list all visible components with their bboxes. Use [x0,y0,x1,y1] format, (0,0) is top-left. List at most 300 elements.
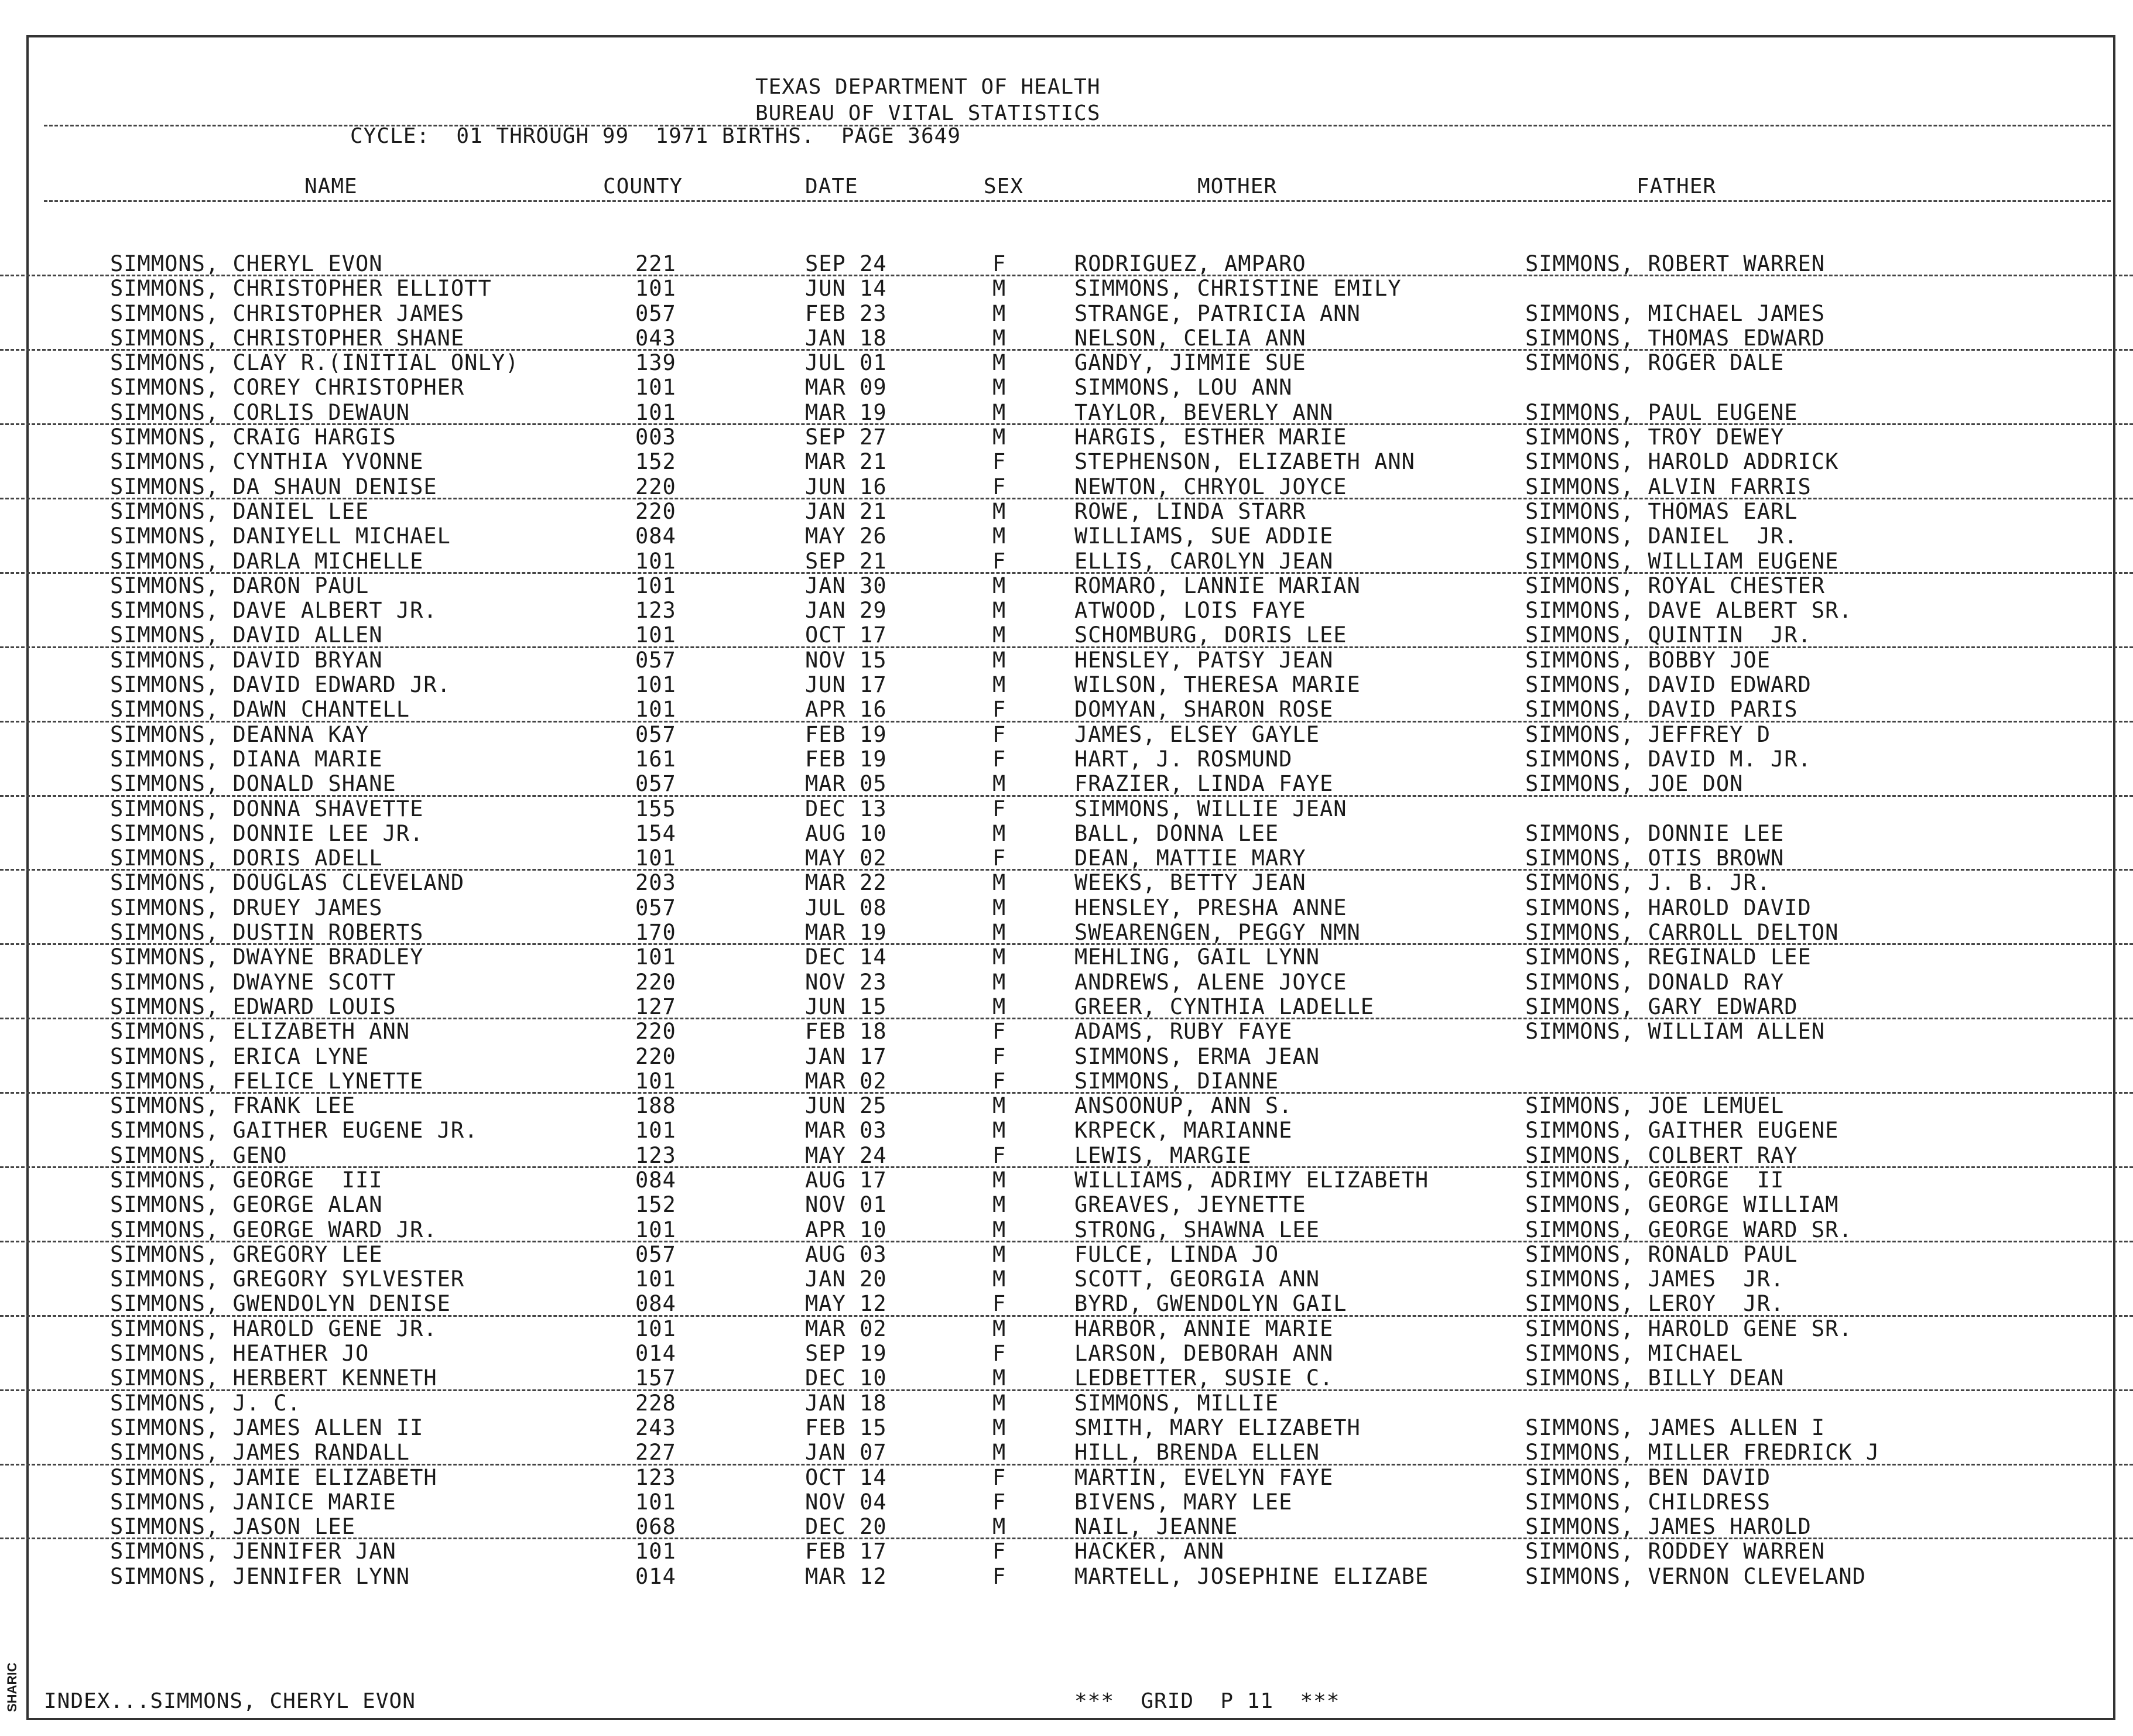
cell-county: 101 [635,1217,676,1242]
cell-father: SIMMONS, JOE LEMUEL [1525,1093,1785,1119]
cell-date: DEC 13 [805,796,887,821]
cell-mother: HARBOR, ANNIE MARIE [1074,1316,1334,1341]
cell-date: MAR 21 [805,449,887,475]
cell-date: FEB 19 [805,721,887,747]
cell-county: 101 [635,1266,676,1292]
cell-sex: M [992,1118,1006,1143]
table-row [0,871,2133,895]
cell-mother: LARSON, DEBORAH ANN [1074,1341,1334,1367]
cell-name: SIMMONS, DOUGLAS CLEVELAND [110,870,465,896]
cell-county: 220 [635,474,676,499]
cell-father: SIMMONS, MICHAEL [1525,1341,1744,1367]
cell-sex: M [992,994,1006,1019]
cell-mother: DEAN, MATTIE MARY [1074,845,1306,871]
cell-county: 157 [635,1365,676,1391]
cell-sex: F [992,1341,1006,1367]
cell-sex: M [992,1365,1006,1391]
table-row [0,1143,2133,1168]
cell-date: SEP 27 [805,424,887,450]
cell-sex: M [992,573,1006,598]
footer-index: INDEX...SIMMONS, CHERYL EVON [44,1689,416,1713]
cell-county: 101 [635,1068,676,1094]
cell-date: JUL 08 [805,895,887,920]
table-row [0,499,2133,524]
cell-county: 003 [635,424,676,450]
cell-sex: M [992,672,1006,698]
cell-county: 101 [635,1118,676,1143]
cell-name: SIMMONS, CHERYL EVON [110,251,383,276]
cell-father: SIMMONS, ROBERT WARREN [1525,251,1826,276]
cell-date: JUN 25 [805,1093,887,1119]
cell-date: MAR 19 [805,399,887,425]
cell-father: SIMMONS, VERNON CLEVELAND [1525,1563,1866,1589]
column-father: FATHER [1636,174,1717,198]
cell-date: MAY 26 [805,523,887,549]
cell-name: SIMMONS, JAMES ALLEN II [110,1415,424,1440]
cell-mother: HENSLEY, PATSY JEAN [1074,647,1334,673]
cell-county: 101 [635,573,676,598]
cell-name: SIMMONS, DAVID BRYAN [110,647,383,673]
cell-name: SIMMONS, DAVID EDWARD JR. [110,672,451,698]
cell-father: SIMMONS, ROGER DALE [1525,350,1785,376]
cell-county: 101 [635,276,676,302]
cell-county: 057 [635,771,676,797]
cell-date: NOV 15 [805,647,887,673]
cell-sex: F [992,1563,1006,1589]
cell-name: SIMMONS, CORLIS DEWAUN [110,399,410,425]
cell-father: SIMMONS, GEORGE II [1525,1167,1785,1193]
cell-date: FEB 17 [805,1539,887,1564]
cell-sex: M [992,920,1006,946]
cell-county: 161 [635,746,676,772]
cell-date: JAN 21 [805,498,887,524]
cell-date: JUN 14 [805,276,887,302]
cell-name: SIMMONS, GEORGE III [110,1167,383,1193]
cell-sex: M [992,375,1006,400]
table-row [0,1019,2133,1044]
cell-name: SIMMONS, DARON PAUL [110,573,369,598]
cell-name: SIMMONS, COREY CHRISTOPHER [110,375,465,400]
cell-county: 220 [635,969,676,995]
cell-mother: ROMARO, LANNIE MARIAN [1074,573,1361,598]
cell-sex: F [992,548,1006,574]
cell-county: 057 [635,300,676,326]
table-row [0,276,2133,301]
cell-county: 101 [635,548,676,574]
cell-county: 101 [635,1489,676,1515]
cell-mother: MARTIN, EVELYN FAYE [1074,1464,1334,1490]
cell-sex: M [992,523,1006,549]
cell-sex: M [992,944,1006,970]
cell-mother: JAMES, ELSEY GAYLE [1074,721,1320,747]
cell-mother: ELLIS, CAROLYN JEAN [1074,548,1334,574]
cell-name: SIMMONS, DAVE ALBERT JR. [110,598,437,624]
cell-name: SIMMONS, DUSTIN ROBERTS [110,920,424,946]
cell-sex: M [992,300,1006,326]
cell-sex: M [992,1241,1006,1267]
cell-mother: NELSON, CELIA ANN [1074,325,1306,351]
table-row [0,1416,2133,1440]
cell-mother: HILL, BRENDA ELLEN [1074,1440,1320,1466]
table-row [0,1317,2133,1341]
table-row [0,1218,2133,1242]
cell-father: SIMMONS, GARY EDWARD [1525,994,1798,1019]
cell-mother: RODRIGUEZ, AMPARO [1074,251,1306,276]
cell-father: SIMMONS, RONALD PAUL [1525,1241,1798,1267]
cell-father: SIMMONS, DAVID M. JR. [1525,746,1812,772]
cell-county: 228 [635,1390,676,1416]
cell-mother: STRONG, SHAWNA LEE [1074,1217,1320,1242]
table-row [0,450,2133,474]
cell-county: 101 [635,622,676,648]
column-header-rule [44,200,2111,202]
cell-name: SIMMONS, J. C. [110,1390,301,1416]
cell-date: APR 16 [805,697,887,723]
table-row [0,302,2133,326]
cell-date: JUL 01 [805,350,887,376]
cell-date: APR 10 [805,1217,887,1242]
header-bureau: BUREAU OF VITAL STATISTICS [755,101,1101,125]
cell-name: SIMMONS, DA SHAUN DENISE [110,474,437,499]
cell-mother: LEWIS, MARGIE [1074,1142,1252,1168]
cell-father: SIMMONS, JAMES JR. [1525,1266,1785,1292]
table-row [0,1490,2133,1515]
cell-county: 101 [635,399,676,425]
cell-father: SIMMONS, MILLER FREDRICK J [1525,1440,1880,1466]
cell-mother: WEEKS, BETTY JEAN [1074,870,1306,896]
cell-father: SIMMONS, QUINTIN JR. [1525,622,1812,648]
cell-date: FEB 18 [805,1019,887,1045]
cell-sex: F [992,1068,1006,1094]
cell-mother: GANDY, JIMMIE SUE [1074,350,1306,376]
cell-date: MAR 05 [805,771,887,797]
cell-mother: HART, J. ROSMUND [1074,746,1293,772]
cell-father: SIMMONS, RODDEY WARREN [1525,1539,1826,1564]
cell-date: MAR 02 [805,1316,887,1341]
cell-date: NOV 04 [805,1489,887,1515]
cell-mother: STEPHENSON, ELIZABETH ANN [1074,449,1415,475]
cell-father: SIMMONS, COLBERT RAY [1525,1142,1798,1168]
cell-mother: NEWTON, CHRYOL JOYCE [1074,474,1347,499]
cell-county: 101 [635,697,676,723]
table-row [0,574,2133,598]
table-row [0,1045,2133,1069]
table-row [0,846,2133,871]
cell-name: SIMMONS, JASON LEE [110,1514,355,1540]
cell-sex: F [992,721,1006,747]
cell-name: SIMMONS, JENNIFER JAN [110,1539,396,1564]
table-row [0,970,2133,995]
cell-county: 139 [635,350,676,376]
cell-father: SIMMONS, JAMES HAROLD [1525,1514,1812,1540]
cell-county: 101 [635,375,676,400]
cell-sex: M [992,870,1006,896]
cell-mother: SIMMONS, ERMA JEAN [1074,1043,1320,1069]
cell-name: SIMMONS, ERICA LYNE [110,1043,369,1069]
cell-date: FEB 23 [805,300,887,326]
cell-name: SIMMONS, GENO [110,1142,287,1168]
cell-father: SIMMONS, J. B. JR. [1525,870,1771,896]
cell-father: SIMMONS, HAROLD ADDRICK [1525,449,1839,475]
cell-date: NOV 23 [805,969,887,995]
cell-father: SIMMONS, WILLIAM EUGENE [1525,548,1839,574]
cell-sex: M [992,1316,1006,1341]
cell-father: SIMMONS, BOBBY JOE [1525,647,1771,673]
cell-date: FEB 15 [805,1415,887,1440]
cell-name: SIMMONS, DEANNA KAY [110,721,369,747]
cell-name: SIMMONS, DIANA MARIE [110,746,383,772]
cell-date: AUG 03 [805,1241,887,1267]
cell-county: 068 [635,1514,676,1540]
birth-records-table [0,252,2133,1589]
table-row [0,351,2133,375]
cell-mother: SMITH, MARY ELIZABETH [1074,1415,1361,1440]
cell-county: 227 [635,1440,676,1466]
cell-father: SIMMONS, LEROY JR. [1525,1291,1785,1317]
cell-sex: M [992,424,1006,450]
cell-name: SIMMONS, FELICE LYNETTE [110,1068,424,1094]
cell-name: SIMMONS, DRUEY JAMES [110,895,383,920]
cell-mother: BIVENS, MARY LEE [1074,1489,1293,1515]
cell-name: SIMMONS, HERBERT KENNETH [110,1365,437,1391]
cell-date: JAN 30 [805,573,887,598]
table-row [0,1466,2133,1490]
cell-father: SIMMONS, REGINALD LEE [1525,944,1812,970]
table-row [0,697,2133,722]
cell-sex: F [992,1142,1006,1168]
cell-sex: M [992,399,1006,425]
cell-father: SIMMONS, DAVE ALBERT SR. [1525,598,1853,624]
cell-county: 203 [635,870,676,896]
cell-sex: M [992,1440,1006,1466]
cell-mother: ANDREWS, ALENE JOYCE [1074,969,1347,995]
cell-mother: TAYLOR, BEVERLY ANN [1074,399,1334,425]
header-cycle: CYCLE: 01 THROUGH 99 1971 BIRTHS. PAGE 3649 [350,124,961,148]
cell-name: SIMMONS, DONALD SHANE [110,771,396,797]
table-row [0,375,2133,400]
cell-sex: M [992,598,1006,624]
cell-sex: M [992,820,1006,846]
cell-date: JUN 17 [805,672,887,698]
cell-father: SIMMONS, DONNIE LEE [1525,820,1785,846]
table-row [0,1267,2133,1292]
table-row [0,896,2133,920]
cell-father: SIMMONS, GAITHER EUGENE [1525,1118,1839,1143]
cell-name: SIMMONS, HAROLD GENE JR. [110,1316,437,1341]
side-label: SHARIC [5,1662,19,1712]
cell-mother: ROWE, LINDA STARR [1074,498,1306,524]
cell-father: SIMMONS, THOMAS EARL [1525,498,1798,524]
cell-sex: M [992,647,1006,673]
cell-date: JAN 18 [805,325,887,351]
cell-date: JAN 18 [805,1390,887,1416]
cell-date: SEP 21 [805,548,887,574]
cell-father: SIMMONS, BILLY DEAN [1525,1365,1785,1391]
cell-mother: SIMMONS, LOU ANN [1074,375,1293,400]
cell-date: MAR 19 [805,920,887,946]
cell-father: SIMMONS, MICHAEL JAMES [1525,300,1826,326]
cell-father: SIMMONS, JAMES ALLEN I [1525,1415,1826,1440]
cell-date: JUN 16 [805,474,887,499]
cell-sex: M [992,498,1006,524]
cell-county: 101 [635,672,676,698]
cell-mother: STRANGE, PATRICIA ANN [1074,300,1361,326]
cell-father: SIMMONS, HAROLD DAVID [1525,895,1812,920]
table-row [0,648,2133,673]
cell-date: MAR 09 [805,375,887,400]
table-row [0,1168,2133,1193]
cell-date: AUG 10 [805,820,887,846]
cell-date: OCT 14 [805,1464,887,1490]
cell-county: 154 [635,820,676,846]
cell-mother: HARGIS, ESTHER MARIE [1074,424,1347,450]
column-name: NAME [304,174,358,198]
table-row [0,920,2133,945]
cell-name: SIMMONS, GREGORY SYLVESTER [110,1266,465,1292]
cell-sex: M [992,895,1006,920]
cell-father: SIMMONS, ALVIN FARRIS [1525,474,1812,499]
cell-county: 123 [635,1464,676,1490]
cell-date: SEP 19 [805,1341,887,1367]
cell-name: SIMMONS, CRAIG HARGIS [110,424,396,450]
cell-name: SIMMONS, JENNIFER LYNN [110,1563,410,1589]
cell-sex: F [992,1539,1006,1564]
cell-mother: BYRD, GWENDOLYN GAIL [1074,1291,1347,1317]
cell-father: SIMMONS, DAVID EDWARD [1525,672,1812,698]
table-row [0,1193,2133,1217]
table-row [0,400,2133,425]
cell-date: MAR 12 [805,1563,887,1589]
cell-county: 170 [635,920,676,946]
table-row [0,747,2133,772]
table-row [0,797,2133,821]
cell-name: SIMMONS, CHRISTOPHER JAMES [110,300,465,326]
cell-name: SIMMONS, DANIYELL MICHAEL [110,523,451,549]
table-row [0,1391,2133,1416]
cell-sex: F [992,1043,1006,1069]
cell-date: MAR 02 [805,1068,887,1094]
cell-county: 101 [635,845,676,871]
cell-name: SIMMONS, DARLA MICHELLE [110,548,424,574]
cell-sex: M [992,1093,1006,1119]
cell-sex: M [992,350,1006,376]
cell-mother: MEHLING, GAIL LYNN [1074,944,1320,970]
cell-date: NOV 01 [805,1192,887,1218]
cell-mother: SIMMONS, CHRISTINE EMILY [1074,276,1402,302]
cell-father: SIMMONS, JEFFREY D [1525,721,1771,747]
cell-county: 057 [635,647,676,673]
cell-sex: M [992,622,1006,648]
cell-name: SIMMONS, FRANK LEE [110,1093,355,1119]
cell-father: SIMMONS, TROY DEWEY [1525,424,1785,450]
cell-sex: F [992,845,1006,871]
table-row [0,549,2133,574]
cell-sex: F [992,251,1006,276]
cell-date: AUG 17 [805,1167,887,1193]
cell-name: SIMMONS, GWENDOLYN DENISE [110,1291,451,1317]
cell-father: SIMMONS, OTIS BROWN [1525,845,1785,871]
cell-county: 152 [635,449,676,475]
cell-father: SIMMONS, WILLIAM ALLEN [1525,1019,1826,1045]
table-row [0,425,2133,450]
cell-name: SIMMONS, JANICE MARIE [110,1489,396,1515]
cell-name: SIMMONS, GAITHER EUGENE JR. [110,1118,478,1143]
cell-name: SIMMONS, JAMES RANDALL [110,1440,410,1466]
cell-mother: SCOTT, GEORGIA ANN [1074,1266,1320,1292]
cell-county: 057 [635,1241,676,1267]
cell-name: SIMMONS, DONNIE LEE JR. [110,820,424,846]
cell-date: DEC 20 [805,1514,887,1540]
footer-grid: *** GRID P 11 *** [1074,1689,1340,1713]
cell-father: SIMMONS, DONALD RAY [1525,969,1785,995]
cell-sex: M [992,276,1006,302]
cell-father: SIMMONS, GEORGE WILLIAM [1525,1192,1839,1218]
cell-county: 220 [635,1043,676,1069]
cell-father: SIMMONS, CARROLL DELTON [1525,920,1839,946]
table-row [0,598,2133,623]
cell-mother: MARTELL, JOSEPHINE ELIZABE [1074,1563,1429,1589]
cell-name: SIMMONS, ELIZABETH ANN [110,1019,410,1045]
table-row [0,1564,2133,1589]
cell-county: 084 [635,1291,676,1317]
cell-sex: M [992,325,1006,351]
cell-mother: FRAZIER, LINDA FAYE [1074,771,1334,797]
cell-name: SIMMONS, DAVID ALLEN [110,622,383,648]
cell-date: FEB 19 [805,746,887,772]
table-row [0,1118,2133,1143]
cell-sex: M [992,1415,1006,1440]
column-county: COUNTY [603,174,683,198]
cell-county: 188 [635,1093,676,1119]
cell-mother: KRPECK, MARIANNE [1074,1118,1293,1143]
cell-father: SIMMONS, BEN DAVID [1525,1464,1771,1490]
cell-county: 221 [635,251,676,276]
table-row [0,524,2133,549]
cell-name: SIMMONS, DWAYNE BRADLEY [110,944,424,970]
cell-county: 220 [635,1019,676,1045]
cell-name: SIMMONS, DAWN CHANTELL [110,697,410,723]
cell-name: SIMMONS, HEATHER JO [110,1341,369,1367]
cell-county: 101 [635,1539,676,1564]
cell-county: 127 [635,994,676,1019]
cell-father: SIMMONS, THOMAS EDWARD [1525,325,1826,351]
cell-sex: F [992,1464,1006,1490]
cell-sex: M [992,969,1006,995]
cell-county: 101 [635,944,676,970]
cell-mother: WILSON, THERESA MARIE [1074,672,1361,698]
cell-name: SIMMONS, EDWARD LOUIS [110,994,396,1019]
column-mother: MOTHER [1197,174,1278,198]
cell-county: 084 [635,523,676,549]
cell-mother: GREER, CYNTHIA LADELLE [1074,994,1375,1019]
column-date: DATE [805,174,858,198]
cell-sex: F [992,796,1006,821]
cell-name: SIMMONS, CHRISTOPHER SHANE [110,325,465,351]
cell-date: JAN 07 [805,1440,887,1466]
cell-mother: FULCE, LINDA JO [1074,1241,1279,1267]
cell-name: SIMMONS, GEORGE ALAN [110,1192,383,1218]
cell-date: JAN 29 [805,598,887,624]
cell-sex: F [992,474,1006,499]
cell-mother: ADAMS, RUBY FAYE [1074,1019,1293,1045]
cell-sex: M [992,1192,1006,1218]
cell-date: DEC 14 [805,944,887,970]
cell-county: 014 [635,1341,676,1367]
cell-name: SIMMONS, DORIS ADELL [110,845,383,871]
cell-father: SIMMONS, DAVID PARIS [1525,697,1798,723]
table-row [0,1242,2133,1267]
cell-county: 057 [635,895,676,920]
